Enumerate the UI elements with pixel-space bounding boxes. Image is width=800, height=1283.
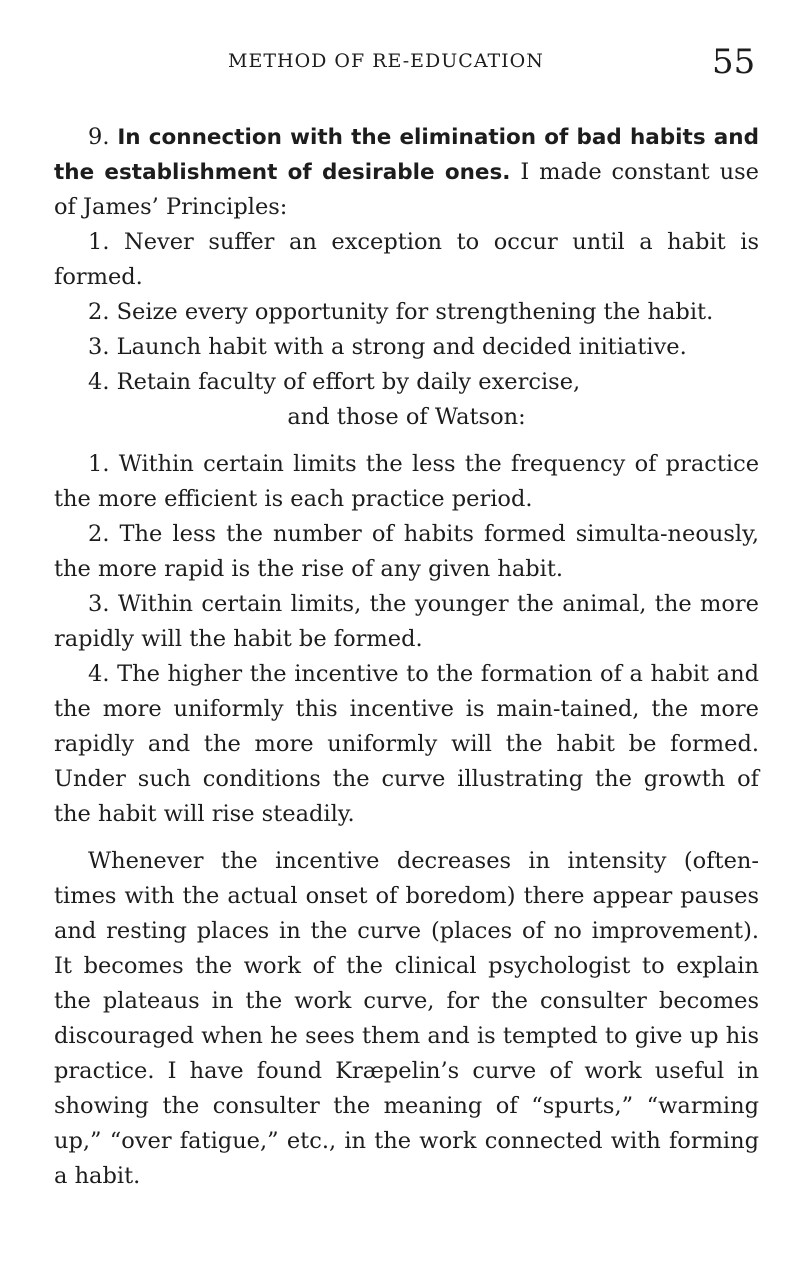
watson-principle [54, 517, 759, 587]
running-head [0, 40, 800, 100]
principle-text: The less the number of habits formed simulta-neously, the more rapid is the rise of any given habit. [54, 521, 760, 582]
principle-number: 1. [88, 229, 110, 255]
running-title: METHOD OF RE-EDUCATION [228, 50, 544, 72]
page-body [54, 120, 759, 1194]
principle-number: 4. [88, 661, 110, 687]
principle-number: 2. [88, 521, 110, 547]
intro-paragraph [54, 120, 759, 225]
james-principle [54, 365, 759, 400]
watson-principle [54, 587, 759, 657]
closing-paragraph: Whenever the incentive decreases in intensity (often-times with the actual onset of boredom) there appear pauses and resting places in the curve (places of no improvement). It becomes the work of the clinical psychologist to explain the plateaus in the work curve, for the consulter becomes discouraged when he sees them and is tempted to give up his practice. I have found Kræpelin’s curve of work useful in showing the consulter the meaning of “spurts,” “warming up,” “over fatigue,” etc., in the work connected with forming a habit. [54, 848, 759, 1189]
principle-number: 1. [88, 451, 110, 477]
watson-intro: and those of Watson: [287, 404, 526, 430]
principle-text: Within certain limits the less the frequency of practice the more efficient is each practice period. [54, 451, 760, 512]
principle-text: Never suffer an exception to occur until a habit is formed. [54, 229, 759, 290]
principle-number: 3. [88, 591, 110, 617]
principle-text: Retain faculty of effort by daily exercise, [116, 369, 581, 395]
james-principle [54, 295, 759, 330]
intro-number: 9. [88, 124, 110, 150]
principle-number: 2. [88, 299, 110, 325]
principle-text: The higher the incentive to the formation of a habit and the more uniformly this incentive is main-tained, the more rapidly and the more uniformly will the habit be formed. Under such conditions the curve illustrating the growth of the habit will rise steadily. [54, 661, 759, 827]
intro-text: I made constant use of James’ Principles: [54, 159, 759, 220]
principle-number: 4. [88, 369, 110, 395]
james-principle [54, 225, 759, 295]
principle-text: Within certain limits, the younger the animal, the more rapidly will the habit be formed. [54, 591, 759, 652]
watson-principle [54, 447, 759, 517]
principle-text: Launch habit with a strong and decided initiative. [116, 334, 687, 360]
james-principle [54, 330, 759, 365]
principle-text: Seize every opportunity for strengthening the habit. [116, 299, 714, 325]
principle-number: 3. [88, 334, 110, 360]
intro-bold-heading: In connection with the elimination of bad habits and the establishment of desirable ones. [54, 125, 760, 185]
page-number: 55 [712, 42, 756, 82]
watson-principle [54, 657, 759, 832]
